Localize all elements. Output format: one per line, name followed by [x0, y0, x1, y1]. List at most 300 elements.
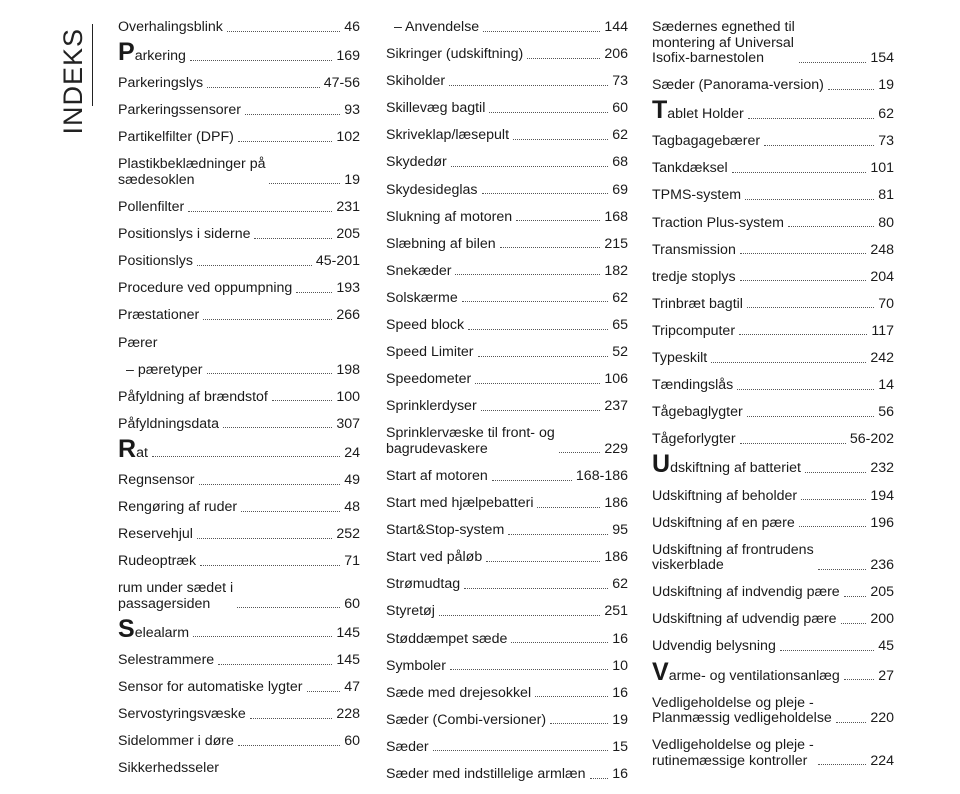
index-entry-term: Sæder (Combi-versioner)	[386, 711, 547, 728]
index-entry-page: 252	[336, 526, 360, 543]
index-entry-term: Sæder med indstillelige armlæn	[386, 766, 586, 783]
index-entry	[118, 554, 360, 570]
index-entry-term: Tablet Holder	[652, 96, 744, 125]
index-entry	[118, 227, 360, 243]
index-entry	[386, 237, 628, 253]
index-entry	[118, 130, 360, 146]
index-entry-page: 70	[878, 295, 894, 312]
index-entry	[386, 183, 628, 199]
index-entry-page: 56-202	[849, 431, 894, 448]
dot-leader	[200, 565, 340, 566]
dot-leader	[818, 764, 867, 765]
index-entry	[118, 500, 360, 516]
index-entry-term: Solskærme	[386, 289, 458, 306]
index-entry-term: Snekæder	[386, 262, 452, 279]
index-entry	[652, 450, 894, 479]
index-entry	[118, 363, 360, 379]
dot-leader	[237, 607, 340, 608]
index-entry-term: Sprinklerdyser	[386, 398, 477, 415]
dot-leader	[844, 679, 874, 680]
index-entry	[652, 161, 894, 177]
index-entry	[386, 686, 628, 702]
dot-leader	[511, 642, 608, 643]
index-entry	[118, 417, 360, 433]
dot-leader	[451, 166, 609, 167]
index-entry-page: 215	[604, 235, 628, 252]
index-entry-page: 14	[878, 377, 894, 394]
index-entry	[386, 74, 628, 90]
dot-leader	[190, 60, 332, 61]
index-entry-term: Partikelfilter (DPF)	[118, 129, 234, 146]
index-entry-term: rum under sædet i passagersiden	[118, 580, 234, 612]
dot-leader	[508, 534, 608, 535]
dot-leader	[590, 778, 609, 779]
index-entry-page: 193	[336, 280, 360, 297]
index-entry-term: Udskiftning af batteriet	[652, 450, 801, 479]
dot-leader	[203, 319, 332, 320]
dot-leader	[241, 511, 340, 512]
index-entry	[386, 523, 628, 539]
index-entry	[118, 614, 360, 643]
index-entry-term: Strømudtag	[386, 576, 461, 593]
dot-leader	[844, 596, 867, 597]
index-entry-page: 62	[612, 127, 628, 144]
index-entry-term: Speedometer	[386, 371, 472, 388]
index-entry-term: Positionslys	[118, 253, 193, 270]
index-entry	[652, 270, 894, 286]
index-entry-page: 73	[878, 133, 894, 150]
index-entry	[652, 188, 894, 204]
index-entry-term: Slukning af motoren	[386, 208, 513, 225]
index-entry	[652, 696, 894, 727]
index-entry-term: Udskiftning af frontrudens viskerblade	[652, 541, 814, 574]
dot-leader	[747, 416, 875, 417]
index-entry	[118, 157, 360, 188]
dot-leader	[841, 623, 867, 624]
index-entry	[118, 473, 360, 489]
index-entry	[386, 264, 628, 280]
dot-leader	[799, 62, 867, 63]
index-entry-page: 224	[870, 752, 894, 769]
dot-leader	[468, 329, 608, 330]
index-entry-term: Tagbagagebærer	[652, 133, 761, 150]
dot-leader	[197, 538, 332, 539]
index-entry	[386, 399, 628, 415]
dot-leader	[483, 31, 600, 32]
index-entry	[386, 604, 628, 620]
index-entry-page: 95	[612, 522, 628, 539]
index-entry-term: Speed Limiter	[386, 344, 474, 361]
dot-leader	[307, 691, 341, 692]
index-entry	[652, 405, 894, 421]
index-entry-page: 62	[612, 289, 628, 306]
index-entry	[386, 291, 628, 307]
index-entry-term: Trinbræt bagtil	[652, 295, 743, 312]
index-entry-page: 19	[344, 171, 360, 188]
index-entry-page: 117	[871, 322, 894, 339]
index-entry	[652, 216, 894, 232]
index-entry-page: 48	[344, 499, 360, 516]
index-entry-page: 307	[336, 415, 360, 432]
index-entry-page: 182	[604, 262, 628, 279]
index-entry-page: 144	[604, 19, 628, 35]
index-entry-term: Tændingslås	[652, 377, 734, 394]
index-entry-term: Sensor for automatiske lygter	[118, 679, 303, 696]
index-entry	[652, 516, 894, 532]
index-entry	[386, 345, 628, 361]
index-entry-page: 65	[612, 317, 628, 334]
dot-leader	[513, 139, 608, 140]
index-entry	[652, 657, 894, 686]
index-entry	[118, 281, 360, 297]
index-entry	[652, 324, 894, 340]
index-entry-page: 145	[336, 624, 360, 641]
index-entry-term: Støddæmpet sæde	[386, 630, 508, 647]
index-entry-page: 71	[344, 553, 360, 570]
index-entry	[652, 351, 894, 367]
index-side-title: INDEKS	[58, 28, 88, 135]
index-entry	[652, 96, 894, 125]
index-entry-term: Slæbning af bilen	[386, 235, 496, 252]
index-entry-page: 46	[344, 19, 360, 35]
index-entry-term: Sædernes egnethed til montering af Universal Isofix-barnestolen	[652, 19, 795, 66]
index-entry-term: Sæder	[386, 738, 429, 755]
index-entry	[652, 134, 894, 150]
index-entry-term: Selestrammere	[118, 652, 215, 669]
index-entry	[118, 390, 360, 406]
index-entry-term: Parkering	[118, 38, 186, 67]
index-entry-page: 168	[604, 208, 628, 225]
dot-leader	[737, 389, 874, 390]
index-entry-term: Start med hjælpebatteri	[386, 495, 534, 512]
index-entry-page: 106	[604, 371, 628, 388]
index-entry	[652, 738, 894, 769]
dot-leader	[296, 292, 332, 293]
dot-leader	[245, 114, 340, 115]
index-entry-term: Transmission	[652, 241, 736, 258]
dot-leader	[193, 636, 332, 637]
dot-leader	[537, 507, 600, 508]
index-entry-page: 186	[604, 495, 628, 512]
dot-leader	[207, 87, 320, 88]
index-entry	[652, 543, 894, 574]
dot-leader	[780, 650, 874, 651]
index-entry-term: Påfyldningsdata	[118, 415, 219, 432]
index-entry-term: Skillevæg bagtil	[386, 100, 486, 117]
index-entry-page: 10	[612, 657, 628, 674]
index-entry-page: 204	[870, 268, 894, 285]
dot-leader	[747, 307, 874, 308]
index-entry-term: Pollenfilter	[118, 199, 185, 216]
dot-leader	[238, 141, 332, 142]
index-entry	[386, 469, 628, 485]
index-entry	[386, 101, 628, 117]
index-entry-page: 45-201	[315, 253, 360, 270]
index-entry-term: Regnsensor	[118, 472, 195, 488]
dot-leader	[748, 118, 874, 119]
index-entry	[118, 653, 360, 669]
index-entry-term: Parkeringslys	[118, 75, 204, 92]
index-entry-term: Tankdæksel	[652, 160, 728, 177]
index-entry-term: Tågeforlygter	[652, 431, 736, 448]
index-entry	[118, 308, 360, 324]
index-entry-page: 16	[612, 766, 628, 783]
dot-leader	[711, 362, 866, 363]
index-entry-page: 24	[344, 444, 360, 461]
index-entry	[652, 585, 894, 601]
index-entry	[386, 128, 628, 144]
index-entry-page: 198	[336, 361, 360, 378]
index-entry-term: Udskiftning af indvendig pære	[652, 584, 840, 601]
index-entry	[386, 372, 628, 388]
index-entry-term: Rengøring af ruder	[118, 499, 238, 516]
index-entry	[118, 707, 360, 723]
dot-leader	[745, 199, 874, 200]
index-entry-page: 229	[604, 440, 628, 457]
index-entry-page: 81	[878, 187, 894, 204]
index-entry-page: 19	[878, 77, 894, 94]
index-entry-term: Vedligeholdelse og pleje - rutinemæssige kontroller	[652, 737, 814, 769]
index-entry-page: 27	[878, 667, 894, 684]
index-entry	[652, 78, 894, 94]
dot-leader	[269, 183, 340, 184]
index-entry-term: Reservehjul	[118, 526, 193, 543]
index-entry-page: 236	[870, 557, 894, 574]
index-entry-page: 228	[336, 706, 360, 723]
dot-leader	[805, 472, 866, 473]
index-entry	[386, 577, 628, 593]
index-entry-page: 100	[336, 388, 360, 405]
index-column-2	[386, 20, 628, 794]
index-entry	[386, 20, 628, 36]
dot-leader	[199, 484, 341, 485]
dot-leader	[462, 301, 608, 302]
index-entry-page: 251	[604, 603, 628, 620]
index-entry-page: 19	[612, 711, 628, 728]
index-entry	[118, 76, 360, 92]
index-entry	[386, 740, 628, 756]
index-entry-term: tredje stoplys	[652, 268, 736, 285]
index-entry	[118, 20, 360, 36]
index-entry-page: 205	[336, 226, 360, 243]
index-entry-term: Sprinklervæske til front- og bagrudevaskere	[386, 425, 555, 457]
index-entry-page: 56	[878, 404, 894, 421]
dot-leader	[482, 193, 609, 194]
index-entry-page: 220	[870, 710, 894, 727]
index-entry	[386, 210, 628, 226]
index-entry-term: Udskiftning af en pære	[652, 514, 795, 531]
index-entry-term: Rat	[118, 434, 148, 463]
index-entry-page: 206	[604, 46, 628, 63]
index-entry-page: 69	[612, 181, 628, 198]
index-entry	[652, 432, 894, 448]
dot-leader	[740, 443, 846, 444]
dot-leader	[818, 569, 867, 570]
index-entry	[386, 426, 628, 457]
index-entry-term: Sikkerhedsseler	[118, 760, 219, 777]
dot-leader	[489, 112, 608, 113]
dot-leader	[223, 427, 332, 428]
index-entry	[386, 659, 628, 675]
index-entry-page: 200	[870, 611, 894, 628]
index-entry	[118, 527, 360, 543]
index-entry-term: – pæretyper	[126, 361, 203, 378]
index-entry-term: Præstationer	[118, 307, 200, 324]
index-entry	[118, 103, 360, 119]
index-entry-page: 60	[344, 595, 360, 612]
index-entry	[386, 47, 628, 63]
dot-leader	[739, 334, 867, 335]
index-entry-term: Skydesideglas	[386, 181, 478, 198]
index-entry-page: 102	[336, 129, 360, 146]
index-entry	[652, 489, 894, 505]
dot-leader	[486, 561, 600, 562]
index-entry-page: 266	[336, 307, 360, 324]
index-entry	[386, 318, 628, 334]
dot-leader	[475, 383, 600, 384]
index-entry-page: 242	[870, 350, 894, 367]
index-entry-term: Sidelommer i døre	[118, 733, 234, 750]
index-entry-page: 248	[870, 241, 894, 258]
index-entry	[386, 155, 628, 171]
index-entry	[386, 550, 628, 566]
index-entry-term: Skydedør	[386, 154, 447, 171]
dot-leader	[535, 696, 608, 697]
dot-leader	[455, 274, 600, 275]
index-entry-page: 80	[878, 214, 894, 231]
dot-leader	[207, 373, 333, 374]
index-entry-page: 52	[612, 344, 628, 361]
dot-leader	[732, 172, 867, 173]
dot-leader	[152, 456, 340, 457]
dot-leader	[250, 718, 333, 719]
dot-leader	[218, 664, 332, 665]
index-entry-term: Selealarm	[118, 614, 190, 643]
index-entry-page: 237	[604, 398, 628, 415]
index-entry	[386, 496, 628, 512]
index-entry-term: Start ved påløb	[386, 549, 483, 566]
index-entry	[118, 581, 360, 612]
index-entry-term: Udskiftning af beholder	[652, 487, 798, 504]
dot-leader	[449, 85, 608, 86]
index-entry-term: Tripcomputer	[652, 322, 736, 339]
index-entry-page: 145	[336, 652, 360, 669]
index-entry	[118, 336, 360, 352]
index-entry-page: 47	[344, 679, 360, 696]
index-entry-term: Tågebaglygter	[652, 404, 743, 421]
index-entry-page: 16	[612, 630, 628, 647]
index-entry	[118, 254, 360, 270]
index-entry	[652, 612, 894, 628]
index-entry	[118, 200, 360, 216]
index-entry-term: Rudeoptræk	[118, 553, 197, 570]
index-entry-term: Start af motoren	[386, 468, 488, 484]
index-entry-page: 205	[870, 584, 894, 601]
index-column-1	[118, 20, 360, 789]
index-entry	[118, 434, 360, 463]
dot-leader	[788, 226, 874, 227]
index-entry-term: Varme- og ventilationsanlæg	[652, 657, 840, 686]
index-entry-page: 16	[612, 684, 628, 701]
index-entry-term: Typeskilt	[652, 350, 708, 367]
index-entry	[386, 767, 628, 783]
dot-leader	[550, 723, 608, 724]
dot-leader	[527, 58, 600, 59]
index-entry-page: 196	[870, 514, 894, 531]
index-entry-page: 68	[612, 154, 628, 171]
index-entry	[652, 639, 894, 655]
index-entry	[118, 38, 360, 67]
index-entry	[118, 761, 360, 777]
index-entry-page: 169	[336, 48, 360, 65]
dot-leader	[188, 211, 332, 212]
index-entry	[118, 680, 360, 696]
index-entry-page: 93	[344, 102, 360, 119]
dot-leader	[197, 265, 312, 266]
index-entry-term: Speed block	[386, 317, 465, 334]
index-entry	[652, 243, 894, 259]
dot-leader	[740, 253, 866, 254]
dot-leader	[433, 750, 609, 751]
index-entry-page: 232	[870, 460, 894, 477]
dot-leader	[450, 669, 608, 670]
index-entry-term: Start&Stop-system	[386, 522, 505, 539]
dot-leader	[481, 410, 601, 411]
index-entry-term: Udskiftning af udvendig pære	[652, 611, 837, 628]
dot-leader	[799, 526, 867, 527]
index-entry-term: Sæder (Panorama-version)	[652, 77, 824, 94]
dot-leader	[559, 452, 601, 453]
dot-leader	[254, 238, 332, 239]
index-entry	[652, 297, 894, 313]
dot-leader	[516, 220, 600, 221]
dot-leader	[740, 280, 867, 281]
index-entry-term: Parkeringssensorer	[118, 102, 242, 119]
index-entry-page: 62	[612, 576, 628, 593]
index-entry-term: – Anvendelse	[394, 19, 480, 35]
index-entry-term: Skiholder	[386, 73, 446, 90]
dot-leader	[764, 145, 874, 146]
index-entry	[386, 632, 628, 648]
dot-leader	[500, 247, 601, 248]
index-column-3	[652, 20, 894, 781]
dot-leader	[272, 400, 332, 401]
index-entry	[652, 378, 894, 394]
index-entry-term: Plastikbeklædninger på sædesoklen	[118, 156, 266, 188]
dot-leader	[238, 745, 340, 746]
index-entry-page: 60	[344, 733, 360, 750]
index-entry-page: 60	[612, 100, 628, 117]
index-entry-page: 186	[604, 549, 628, 566]
index-entry-term: Servostyringsvæske	[118, 706, 246, 723]
index-entry	[652, 20, 894, 67]
index-entry-term: TPMS-system	[652, 187, 742, 204]
index-entry-page: 45	[878, 638, 894, 655]
index-entry-term: Udvendig belysning	[652, 638, 776, 655]
dot-leader	[492, 480, 572, 481]
index-entry-term: Skriveklap/læsepult	[386, 127, 510, 144]
index-entry-term: Procedure ved oppumpning	[118, 280, 293, 297]
dot-leader	[801, 499, 866, 500]
index-entry-page: 73	[612, 73, 628, 90]
index-entry	[386, 713, 628, 729]
index-entry-page: 15	[612, 738, 628, 755]
index-entry-term: Symboler	[386, 657, 446, 674]
dot-leader	[828, 89, 874, 90]
index-entry-term: Traction Plus-system	[652, 214, 784, 231]
dot-leader	[439, 615, 600, 616]
index-entry-page: 49	[344, 472, 360, 488]
